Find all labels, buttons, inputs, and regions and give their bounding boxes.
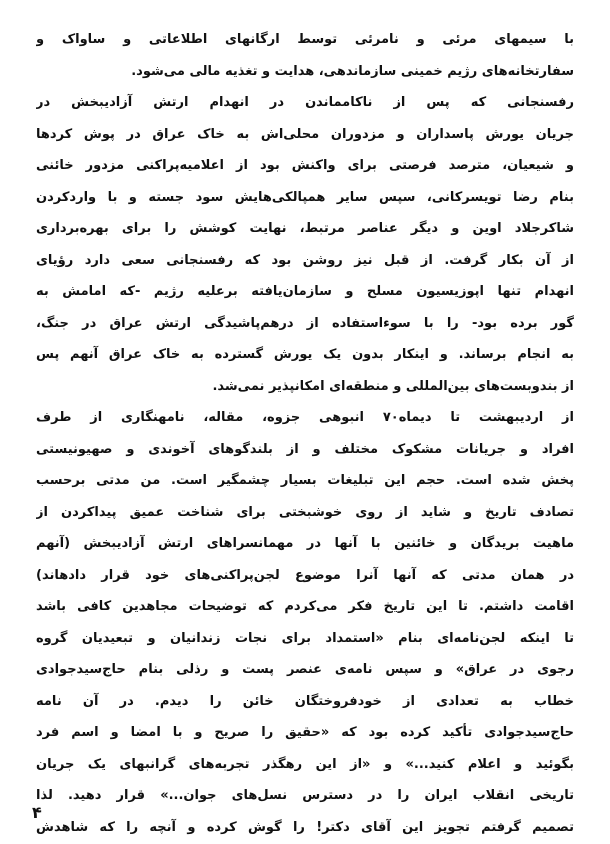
text-line: بنام رضا تویسرکانی، سپس سایر همپالکی‌هایش سود جسته و با واردکردن bbox=[36, 189, 574, 205]
page-number: ۴ bbox=[32, 803, 42, 822]
text-line: بگوئید و اعلام کنید...» و «از این رهگذر تجربه‌های گرانبهای یک جریان bbox=[36, 756, 574, 772]
text-line: جریان یورش پاسداران و مزدوران محلی‌اش به خاک عراق در پوش کردها bbox=[36, 126, 574, 142]
text-line: رجوی در عراق» و سپس نامه‌ی عنصر پست و رذلی بنام حاج‌سیدجوادی bbox=[36, 662, 574, 677]
text-line: ماهیت بریدگان و خائنین با آنها در مهمانسراهای ارتش آزادیبخش (آنهم bbox=[36, 536, 574, 551]
text-line: تاریخی انقلاب ایران را در دسترس نسل‌های جوان...» قرار دهید. لذا bbox=[36, 788, 574, 803]
text-line: رفسنجانی که پس از ناکامماندن در انهدام ارتش آزادیبخش در bbox=[36, 95, 574, 110]
text-line: به انجام برساند. و اینکار بدون یک یورش گسترده به خاک عراق آنهم پس bbox=[36, 347, 574, 362]
text-line: تا اینکه لجن‌نامه‌ای بنام «استمداد برای نجات زندانیان و تبعیدیان گروه bbox=[36, 630, 574, 646]
text-line: با سیمهای مرئی و نامرئی توسط ارگانهای اطلاعاتی و ساواک و bbox=[36, 32, 574, 47]
paragraph-3 bbox=[36, 402, 574, 843]
paragraph-2 bbox=[36, 87, 574, 402]
text-line: از آن بکار گرفت. از قبل نیز روشن بود که رفسنجانی سعی دارد رؤیای bbox=[36, 252, 574, 268]
text-line: شاکرجلاد اوین و دیگر عناصر مرتبط، نهایت کوشش را برای بهره‌برداری bbox=[36, 221, 574, 236]
text-line: از بندوبست‌های بین‌المللی و منطقه‌ای امکانپذیر نمی‌شد. bbox=[212, 378, 574, 394]
text-line: خطاب به تعدادی از خودفروختگان خائن را دیدم. در آن نامه bbox=[36, 693, 574, 709]
text-line: تصمیم گرفتم تجویز این آقای دکتر! را گوش کرده و آنچه را که شاهدش bbox=[36, 819, 574, 835]
text-line: انهدام تنها اپوزیسیون مسلح و سازمان‌یافته برعلیه رژیم -که امامش به bbox=[36, 284, 574, 299]
text-line: اقامت داشتم. تا این تاریخ فکر می‌کردم که توضیحات مجاهدین کافی باشد bbox=[36, 599, 574, 614]
text-line: تصادف تاریخ و شاید از روی خوشبختی برای شناخت عمیق پیداکردن از bbox=[36, 504, 574, 520]
text-line: از اردیبهشت تا دیماه۷۰ انبوهی جزوه، مقاله، نامهنگاری از طرف bbox=[36, 410, 574, 425]
text-line: سفارتخانه‌های رژیم خمینی سازماندهی، هدایت و تغذیه مالی می‌شود. bbox=[131, 63, 574, 79]
paragraph-1 bbox=[36, 24, 574, 87]
text-line: افراد و جریانات مشکوک مختلف و از بلندگوهای آخوندی و صهیونیستی bbox=[36, 441, 574, 457]
text-line: و شیعیان، مترصد فرصتی برای واکنش بود از اعلامیه‌پراکنی مزدور خائنی bbox=[36, 158, 574, 173]
text-line: پخش شده است. حجم این تبلیغات بسیار چشمگیر است. من مدتی برحسب bbox=[36, 473, 574, 488]
text-line: گور برده بود- را با سوءاستفاده از درهم‌پاشیدگی ارتش عراق در جنگ، bbox=[36, 315, 574, 331]
text-line: حاج‌سیدجوادی تأکید کرده بود که «حقیق را صریح و با امضا و اسم فرد bbox=[36, 725, 574, 740]
text-line: در همان مدتی که آنها آنرا موضوع لجن‌پراکنی‌های خود قرار دادهاند) bbox=[36, 567, 574, 583]
